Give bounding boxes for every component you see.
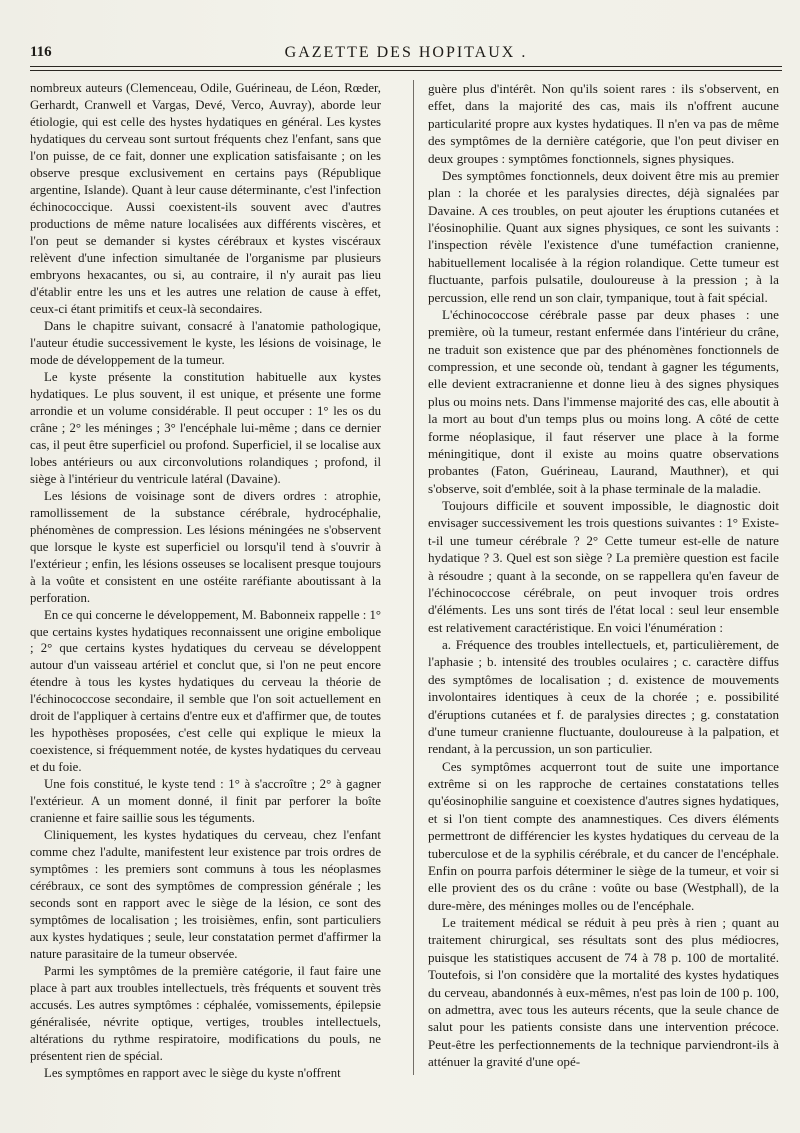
paragraph: Cliniquement, les kystes hydatiques du cerveau, chez l'enfant comme chez l'adulte, manifestent leur existence par trois ordres de symptômes : les premiers sont communs à tous les néoplasmes cérébraux, ce sont des symptômes de compression générale ; les seconds sont en rapport avec le siège de la lésion, ce sont des symptômes de localisation ; les troisièmes, enfin, sont particuliers aux kystes hydatiques ; seule, leur constatation permet d'affirmer la nature parasitaire de la tumeur observée. (30, 828, 381, 962)
paragraph: Des symptômes fonctionnels, deux doivent être mis au premier plan : la chorée et les paralysies directes, déjà signalées par Davaine. A ces troubles, on peut ajouter les éruptions cutanées et l'éosinophilie. Quant aux signes physiques, ce sont les suivants : l'inspection révèle l'existence d'une tuméfaction cranienne, habituellement localisée à la région rolandique. Cette tumeur est fluctuante, parfois pulsatile, douloureuse à la pression ; à la percussion, elle rend un son clair, tympanique, tout à fait spécial. (428, 167, 779, 305)
paragraph: Les lésions de voisinage sont de divers ordres : atrophie, ramollissement de la substance cérébrale, hydrocéphalie, phénomènes de compression. Les lésions méningées ne s'observent que lorsque le kyste est superficiel ou lorsqu'il tend à s'ouvrir à l'extérieur ; enfin, les lésions osseuses se localisent presque toujours à la voûte et consistent en une ostéite raréfiante aboutissant à la perforation. (30, 488, 381, 605)
paragraph: Ces symptômes acquerront tout de suite une importance extrême si on les rapproche de certaines constatations telles qu'éosinophilie sanguine et coexistence d'autres signes hydatiques, et si l'on tient compte des anamnestiques. Ces divers éléments permettront de différencier les kystes hydatiques du cerveau de la tuberculose et de la syphilis cérébrale, et du cancer de l'encéphale. Enfin on pourra parfois déterminer le siège de la tumeur, et voir si elle provient des os du crâne : voûte ou base (Westphall), de la dure-mère, des méninges molles ou de l'encéphale. (428, 758, 779, 913)
page-number: 116 (30, 44, 52, 60)
paragraph: Le traitement médical se réduit à peu près à rien ; quant au traitement chirurgical, ses résultats sont des plus médiocres, puisque les statistiques accusent de 74 à 78 p. 100 de mortalité. Toutefois, si l'on considère que la mortalité des kystes hydatiques du cerveau, abandonnés à eux-mêmes, n'est pas loin de 100 p. 100, on admettra, avec tous les auteurs récents, que la seule chance de salut pour les patients consiste dans une intervention précoce. Peut-être les perfectionnements de la technique parviendront-ils à atténuer la gravité d'une opé- (428, 915, 779, 1069)
paragraph: Une fois constitué, le kyste tend : 1° à s'accroître ; 2° à gagner l'extérieur. A un moment donné, il finit par perforer la boîte cranienne et faire saillie sous les téguments. (30, 777, 381, 826)
paragraph: Toujours difficile et souvent impossible, le diagnostic doit envisager successivement les trois questions suivantes : 1° Existe-t-il une tumeur cérébrale ? 2° Cette tumeur est-elle de nature hydatique ? 3. Quel est son siège ? La première question est facile à résoudre ; quant à la seconde, on se rappellera qu'en faveur de l'échinococcose cérébrale, on peut invoquer trois ordres d'éléments. Les uns sont tirés de l'état local : seul leur ensemble est relativement caractéristique. En voici l'énumération : (428, 498, 779, 635)
paragraph: guère plus d'intérêt. Non qu'ils soient rares : ils s'observent, en effet, dans la majorité des cas, mais ils n'offrent aucune particularité propre aux kystes hydatiques. Il n'en va pas de même des symptômes de la dernière catégorie, que l'on peut diviser en deux groupes : symptômes fonctionnels, signes physiques. (428, 81, 779, 166)
right-column (428, 80, 779, 1070)
paragraph: Dans le chapitre suivant, consacré à l'anatomie pathologique, l'auteur étudie successivement le kyste, les lésions de voisinage, le mode de développement de la tumeur. (30, 318, 381, 367)
column-divider (413, 80, 414, 1075)
paragraph: En ce qui concerne le développement, M. Babonneix rappelle : 1° que certains kystes hydatiques reconnaissent une origine embolique ; 2° que certains kystes hydatiques du cerveau se développent autour d'un vaisseau artériel et conclut que, si l'on ne peut encore étendre à tous les kystes hydatiques du cerveau la théorie de l'échinococcose secondaire, il semble que l'on soit actuellement en droit de l'appliquer à certains d'entre eux et d'affirmer que, de toutes les hypothèses proposées, c'est celle qui explique le mieux la coexistence, si fréquemment notée, de kystes hydatiques du cerveau et du foie. (30, 607, 382, 775)
running-title: GAZETTE DES HOPITAUX . (284, 44, 528, 61)
left-column (30, 80, 381, 1082)
paragraph: Les symptômes en rapport avec le siège du kyste n'offrent (44, 1066, 341, 1081)
header-rule-thin (30, 70, 782, 71)
paragraph: Le kyste présente la constitution habituelle aux kystes hydatiques. Le plus souvent, il est unique, et présente une forme arrondie et un volume considérable. Il peut occuper : 1° les os du crâne ; 2° les méninges ; 3° l'encéphale lui-même ; dans ce dernier cas, il peut être superficiel ou profond. Superficiel, il se localise aux lobes antérieurs ou aux circonvolutions rolandiques ; profond, il siège à l'intérieur du ventricule latéral (Davaine). (30, 369, 381, 486)
paragraph: Parmi les symptômes de la première catégorie, il faut faire une place à part aux troubles intellectuels, très fréquents et souvent très accusés. Les autres symptômes : céphalée, vomissements, épilepsie généralisée, névrite optique, vertiges, troubles intellectuels, altérations du rythme respiratoire, modifications du pouls, ne présentent rien de spécial. (30, 964, 381, 1064)
paragraph: nombreux auteurs (Clemenceau, Odile, Guérineau, de Léon, Rœder, Gerhardt, Cranwell et Vargas, Devé, Verco, Auvray), aborde leur étiologie, qui est celle des hystes hydatiques en général. Les kystes hydatiques du cerveau sont surtout fréquents chez l'enfant, sans que l'on puisse, de ce fait, donner une explication satisfaisante ; on les observe presque exclusivement en certains pays (République argentine, Islande). Quant à leur cause déterminante, c'est l'infection échinococcique. Aussi coexistent-ils souvent avec d'autres productions de même nature localisées aux différents viscères, et l'on peut se demander si kystes cérébraux et kystes viscéraux relèvent d'une infection simultanée de l'organisme par plusieurs embryons hexacantes, ou si, au contraire, il n'y aurait pas lieu d'établir entre les uns et les autres une relation de cause à effet, ceux-ci étant primitifs et ceux-là secondaires. (30, 81, 381, 316)
header-rule-thick (30, 66, 782, 67)
paragraph: a. Fréquence des troubles intellectuels, et, particulièrement, de l'aphasie ; b. intensité des troubles oculaires ; c. caractère diffus des symptômes de localisation ; d. existence de mouvements involontaires identiques à ceux de la chorée ; e. possibilité d'éruptions cutanées et f. de paralysies directes ; g. constatation d'une tumeur cranienne fluctuante, douloureuse à la palpation, et rendant, à la percussion, un son particulier. (428, 637, 779, 757)
page-header (30, 40, 782, 74)
paragraph: L'échinococcose cérébrale passe par deux phases : une première, où la tumeur, restant enfermée dans l'intérieur du crâne, ne traduit son existence que par des phénomènes fonctionnels de compression, et une seconde où, tendant à gagner les téguments, elle devient extracranienne et donne lieu à des signes physiques plus ou moins nets. Dans l'immense majorité des cas, elle aboutit à la mort au bout d'un temps plus ou moins long. A côté de cette forme néoplasique, il faut réserver une place à la forme méningitique, dont il existe au moins quatre observations probantes (Faton, Guérineau, Laurand, Mauthner), et qui s'observe, soit d'emblée, soit à la phase terminale de la maladie. (428, 306, 779, 496)
